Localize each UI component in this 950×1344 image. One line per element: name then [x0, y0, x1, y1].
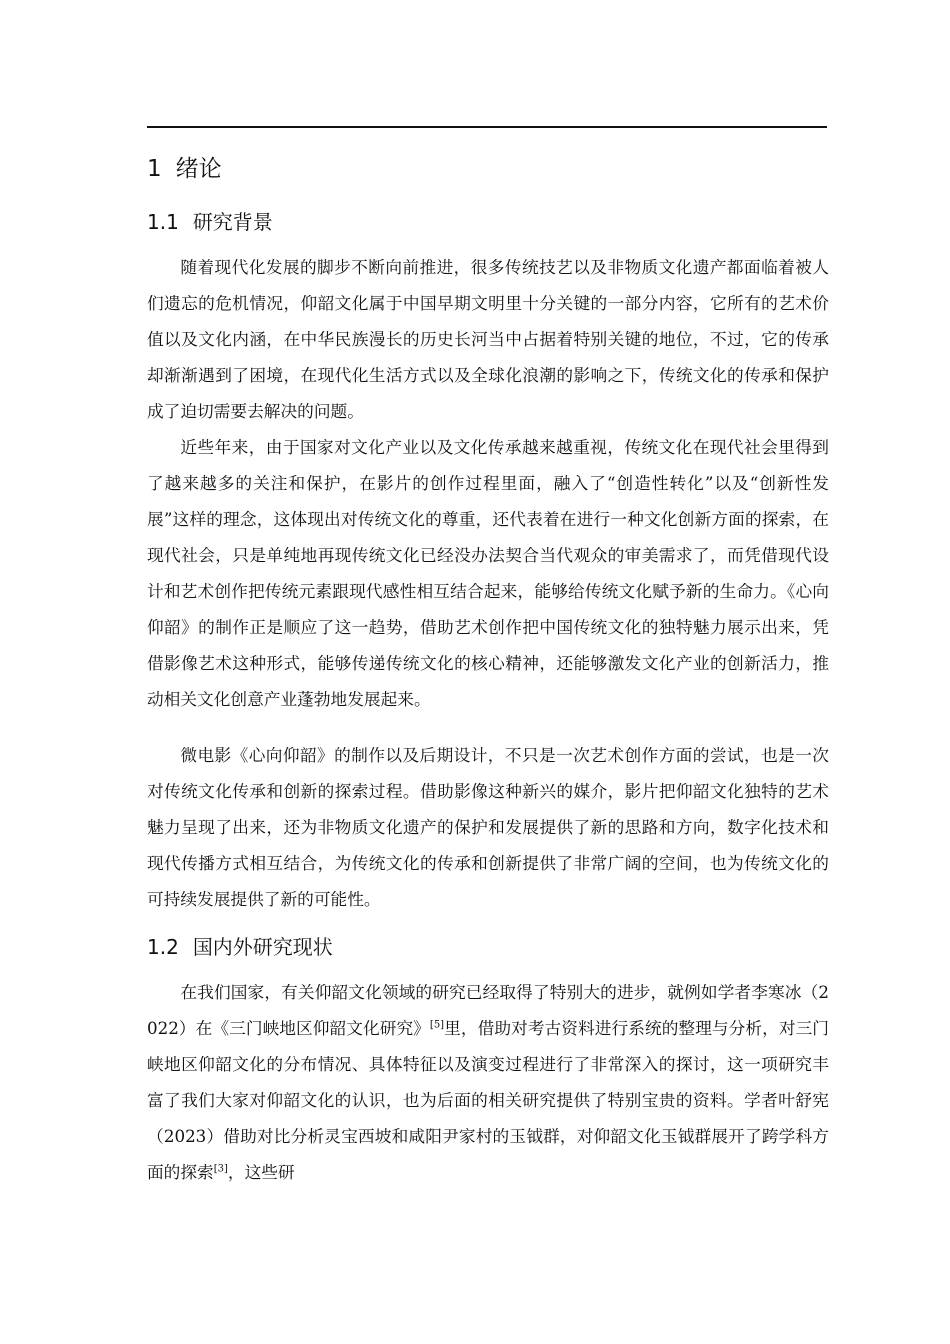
section-title: 国内外研究现状	[192, 935, 333, 959]
paragraph-text: 在我们国家，有关仰韶文化领域的研究已经取得了特别大的进步，就例如学者李寒冰（2022）在《三门峡地区仰韶文化研究》	[147, 982, 829, 1038]
section-heading-1-2	[147, 931, 333, 960]
paragraph	[147, 974, 829, 1190]
chapter-number: 1	[147, 156, 162, 182]
paragraph-text: 里，借助对考古资料进行系统的整理与分析，对三门峡地区仰韶文化的分布情况、具体特征以及演变过程进行了非常深入的探讨，这一项研究丰富了我们大家对仰韶文化的认识，也为后面的相关研究提供了特别宝贵的资料。学者叶舒宪（2023）借助对比分析灵宝西坡和咸阳尹家村的玉钺群，对仰韶文化玉钺群展开了跨学科方面的探索	[147, 1018, 829, 1182]
paragraph: 微电影《心向仰韶》的制作以及后期设计，不只是一次艺术创作方面的尝试，也是一次对传统文化传承和创新的探索过程。借助影像这种新兴的媒介，影片把仰韶文化独特的艺术魅力呈现了出来，还为非物质文化遗产的保护和发展提供了新的思路和方向，数字化技术和现代传播方式相互结合，为传统文化的传承和创新提供了非常广阔的空间，也为传统文化的可持续发展提供了新的可能性。	[147, 745, 829, 909]
section-title: 研究背景	[192, 210, 273, 234]
citation: [3]	[213, 1163, 228, 1175]
section-number: 1.2	[147, 935, 179, 959]
chapter-title: 绪论	[175, 156, 222, 182]
paragraph-text: ，这些研	[227, 1162, 295, 1182]
chapter-heading	[147, 150, 222, 183]
paragraph: 近些年来，由于国家对文化产业以及文化传承越来越重视，传统文化在现代社会里得到了越来越多的关注和保护，在影片的创作过程里面，融入了“创造性转化”以及“创新性发展”这样的理念，这体现出对传统文化的尊重，还代表着在进行一种文化创新方面的探索，在现代社会，只是单纯地再现传统文化已经没办法契合当代观众的审美需求了，而凭借现代设计和艺术创作把传统元素跟现代感性相互结合起来，能够给传统文化赋予新的生命力。《心向仰韶》的制作正是顺应了这一趋势，借助艺术创作把中国传统文化的独特魅力展示出来，凭借影像艺术这种形式，能够传递传统文化的核心精神，还能够激发文化产业的创新活力，推动相关文化创意产业蓬勃地发展起来。	[147, 437, 829, 709]
section-heading-1-1	[147, 206, 273, 235]
citation: [5]	[429, 1019, 445, 1031]
section-number: 1.1	[147, 210, 179, 234]
paragraph: 随着现代化发展的脚步不断向前推进，很多传统技艺以及非物质文化遗产都面临着被人们遗忘的危机情况，仰韶文化属于中国早期文明里十分关键的一部分内容，它所有的艺术价值以及文化内涵，在中华民族漫长的历史长河当中占据着特别关键的地位，不过，它的传承却渐渐遇到了困境，在现代化生活方式以及全球化浪潮的影响之下，传统文化的传承和保护成了迫切需要去解决的问题。	[147, 257, 829, 421]
header-rule	[147, 126, 827, 128]
